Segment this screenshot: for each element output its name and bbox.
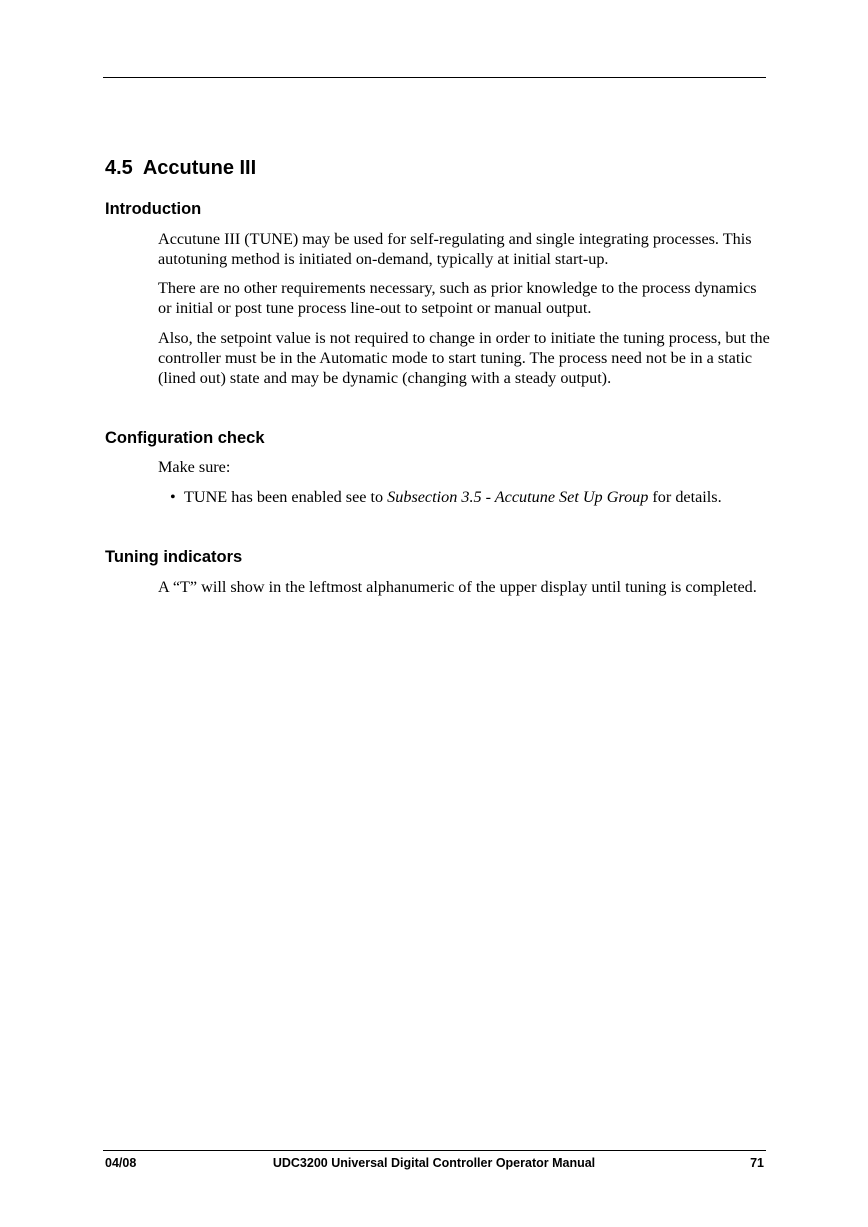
section-number: 4.5 [105, 157, 133, 179]
tuning-indicators-heading: Tuning indicators [105, 548, 243, 566]
configuration-check-intro: Make sure: [158, 458, 231, 476]
bullet-icon: • [170, 488, 176, 506]
footer-rule [103, 1150, 766, 1151]
section-title-text: Accutune III [142, 157, 257, 179]
introduction-paragraph-1: Accutune III (TUNE) may be used for self-regulating and single integrating processes. This autotuning method is initiated on-demand, typically at initial start-up. [158, 230, 752, 268]
configuration-bullet-item [170, 487, 774, 507]
configuration-check-heading: Configuration check [105, 429, 265, 447]
introduction-heading: Introduction [105, 200, 202, 218]
tuning-indicators-text: A “T” will show in the leftmost alphanumeric of the upper display until tuning is completed. [158, 578, 757, 596]
footer-title: UDC3200 Universal Digital Controller Operator Manual [272, 1156, 596, 1170]
introduction-paragraph-3: Also, the setpoint value is not required to change in order to initiate the tuning process, but the controller must be in the Automatic mode to start tuning. The process need not be in a static (lined out) state and may be dynamic (changing with a steady output). [158, 329, 770, 387]
footer-date: 04/08 [105, 1156, 137, 1170]
introduction-paragraph-2: There are no other requirements necessary, such as prior knowledge to the process dynamics or initial or post tune process line-out to setpoint or manual output. [158, 279, 757, 317]
footer-page-number: 71 [750, 1156, 764, 1170]
section-title [105, 155, 256, 181]
bullet-text-prefix: TUNE has been enabled see to [184, 488, 388, 506]
bullet-text-suffix: for details. [648, 488, 722, 506]
subsection-reference: Subsection 3.5 - Accutune Set Up Group [387, 488, 649, 506]
header-rule [103, 77, 766, 78]
